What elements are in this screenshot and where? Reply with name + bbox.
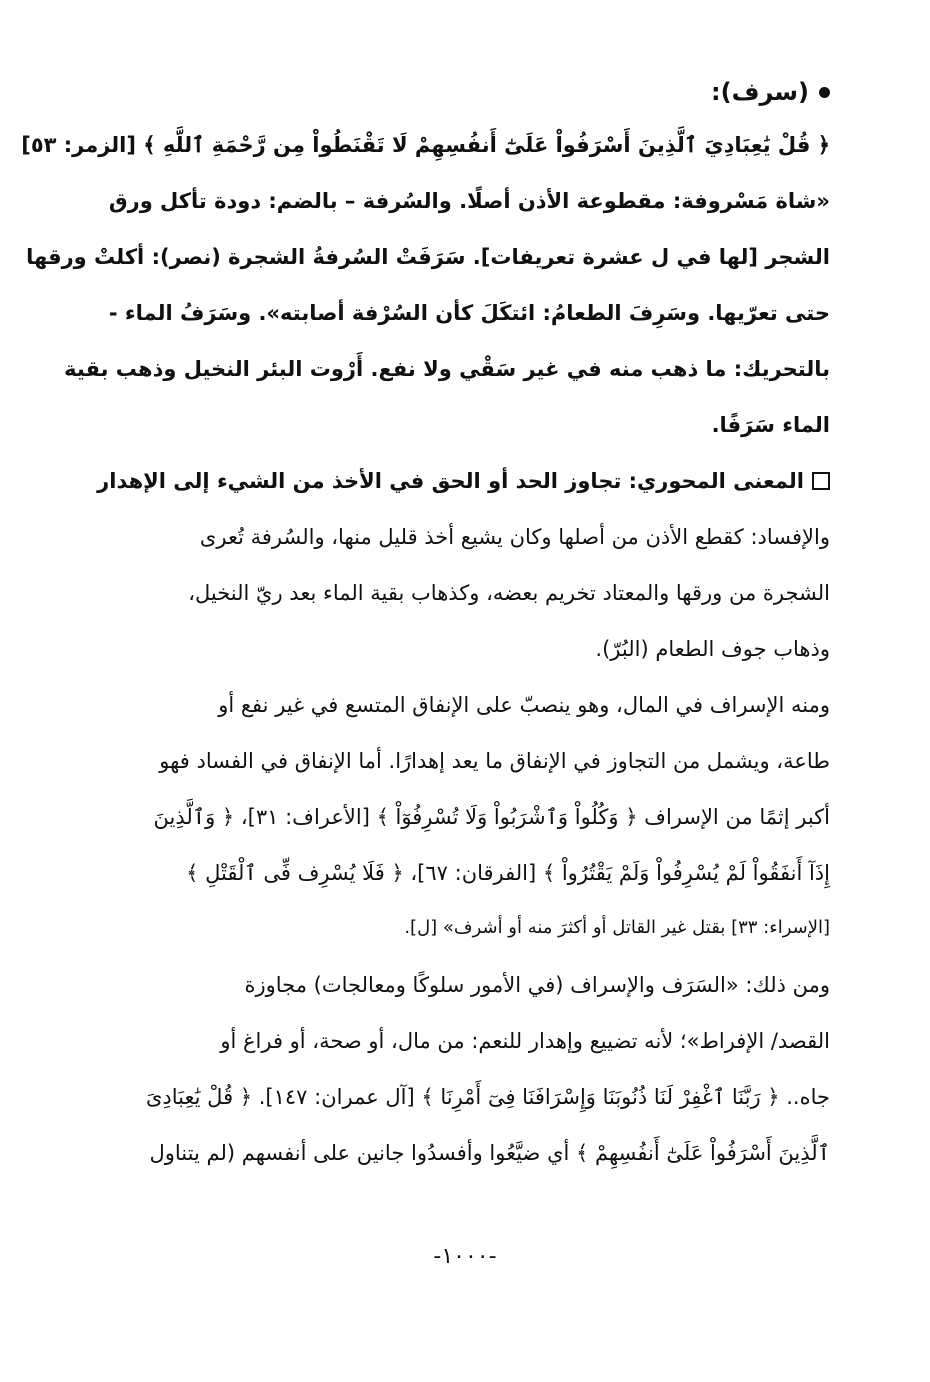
entry-title: (سرف): — [711, 78, 809, 106]
square-box-icon — [812, 472, 830, 490]
definition-line: الشجر [لها في ل عشرة تعريفات]. سَرَفَتْ السُرفةُ الشجرة (نصر): أكلتْ ورقها — [26, 245, 830, 269]
core-meaning-line: الشجرة من ورقها والمعتاد تخريم بعضه، وكذهاب بقية الماء بعد ريّ النخيل، — [188, 581, 830, 605]
definition-line: بالتحريك: ما ذهب منه في غير سَقْي ولا نفع. أَرْوت البئر النخيل وذهب بقية — [64, 357, 830, 381]
israf-line: أكبر إثمًا من الإسراف ﴿ وَكُلُواْ وَٱشْرَبُواْ وَلَا تُسْرِفُوٓاْ ﴾ [الأعراف: ٣١]، ﴿ وَٱلَّذِينَ — [153, 805, 830, 829]
israf-paragraph — [110, 690, 830, 942]
final-line: ومن ذلك: «السَرَف والإسراف (في الأمور سلوكًا ومعالجات) مجاوزة — [244, 973, 830, 997]
israf-line: إِذَآ أَنفَقُواْ لَمْ يُسْرِفُواْ وَلَمْ يَقْتُرُواْ ﴾ [الفرقان: ٦٧]، ﴿ فَلَا يُسْرِف فِّى ٱلْقَتْلِ ﴾ — [186, 861, 830, 885]
definition-line: حتى تعرّيها. وسَرِفَ الطعامُ: ائتكَلَ كأن السُرْفة أصابته». وسَرَفُ الماء - — [108, 301, 830, 325]
israf-line: ومنه الإسراف في المال، وهو ينصبّ على الإنفاق المتسع في غير نفع أو — [218, 693, 830, 717]
entry-heading — [110, 78, 830, 106]
israf-line: طاعة، ويشمل من التجاوز في الإنفاق ما يعد إهدارًا. أما الإنفاق في الفساد فهو — [159, 749, 830, 773]
core-meaning-line: المعنى المحوري: تجاوز الحد أو الحق في الأخذ من الشيء إلى الإهدار — [110, 466, 830, 496]
page-number: -١٠٠٠- — [433, 1244, 497, 1269]
page-body — [21, 78, 830, 1194]
bullet-icon — [819, 87, 830, 98]
israf-line: [الإسراء: ٣٣] بقتل غير القاتل أو أكثرَ منه أو أشرف» [ل]. — [404, 917, 830, 938]
final-line: جاه.. ﴿ رَبَّنَا ٱغْفِرْ لَنَا ذُنُوبَنَا وَإِسْرَافَنَا فِىٓ أَمْرِنَا ﴾ [آل عمران: ١٤٧]. ﴿ قُلْ يَٰعِبَادِىَ — [145, 1085, 830, 1109]
final-line: ٱلَّذِينَ أَسْرَفُواْ عَلَىٰٓ أَنفُسِهِمْ ﴾ أي ضيَّعُوا وأفسدُوا جانين على أنفسهم (لم يتناول — [149, 1141, 830, 1165]
core-meaning-paragraph — [97, 466, 830, 664]
definition-line: «شاة مَسْروفة: مقطوعة الأذن أصلًا. والسُرفة – بالضم: دودة تأكل ورق — [108, 189, 830, 213]
definition-line: الماء سَرَفًا. — [711, 413, 830, 437]
final-paragraph — [110, 970, 830, 1168]
core-meaning-line: وذهاب جوف الطعام (البُرّ). — [595, 637, 830, 661]
definition-paragraph — [26, 186, 830, 440]
final-line: القصد/ الإفراط»؛ لأنه تضييع وإهدار للنعم: من مال، أو صحة، أو فراغ أو — [220, 1029, 830, 1053]
core-meaning-line: والإفساد: كقطع الأذن من أصلها وكان يشيع أخذ قليل منها، والسُرفة تُعرى — [199, 525, 830, 549]
quran-verse: ﴿ قُلْ يَٰعِبَادِيَ ٱلَّذِينَ أَسْرَفُواْ عَلَىٰٓ أَنفُسِهِمْ لَا تَقْنَطُواْ مِن رَّحْمَةِ ٱللَّهِ ﴾ [الزمر: ٥٣] — [21, 133, 830, 157]
